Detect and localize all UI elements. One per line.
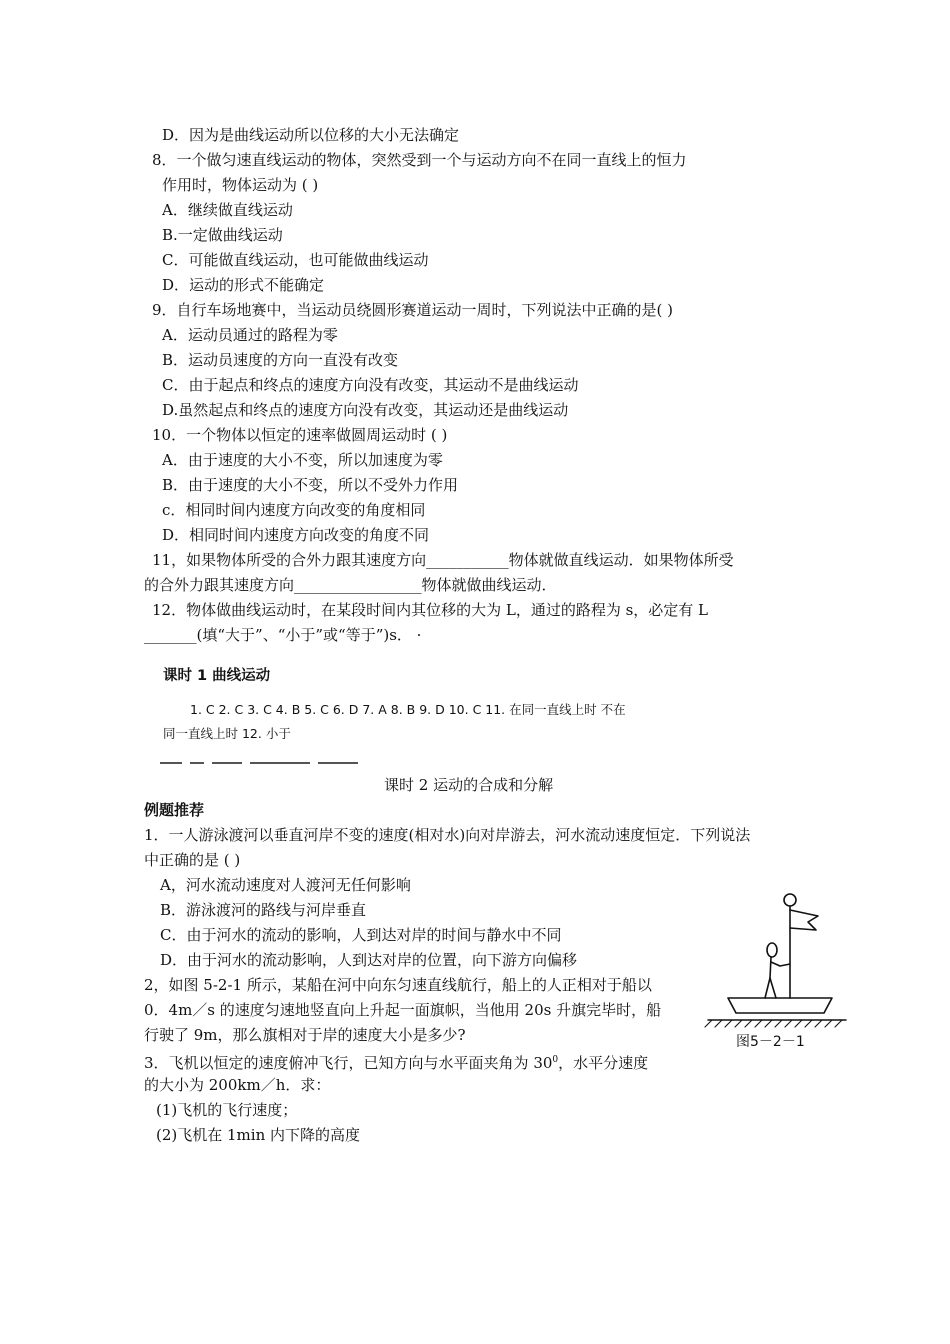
question-12: 12．物体做曲线运动时，在某段时间内其位移的大为 L，通过的路程为 s，必定有 L [152, 601, 709, 619]
person-body [770, 957, 771, 978]
question-l2-2: 2，如图 5-2-1 所示，某船在河中向东匀速直线航行，船上的人正相对于船以 [144, 976, 652, 994]
option-9b: B．运动员速度的方向一直没有改变 [162, 351, 399, 369]
person-head [767, 943, 777, 957]
option-8d: D．运动的形式不能确定 [162, 276, 325, 294]
question-9: 9．自行车场地赛中，当运动员绕圆形赛道运动一周时，下列说法中正确的是( ) [152, 301, 674, 319]
option-8b: B.一定做曲线运动 [162, 226, 283, 244]
option-l2-1d: D．由于河水的流动影响，人到达对岸的位置，向下游方向偏移 [160, 951, 578, 969]
person-arm [771, 962, 790, 966]
clipped-text-fragment [160, 762, 390, 768]
option-9c: C．由于起点和终点的速度方向没有改变，其运动不是曲线运动 [162, 376, 579, 394]
question-10: 10．一个物体以恒定的速率做圆周运动时 ( ) [152, 426, 448, 444]
figure-caption: 图5－2－1 [736, 1034, 805, 1050]
option-9a: A．运动员通过的路程为零 [162, 326, 338, 344]
option-l2-1c: C．由于河水的流动的影响，人到达对岸的时间与静水中不同 [160, 926, 562, 944]
answer-key-line-2: 同一直线上时 12. 小于 [163, 726, 291, 741]
answer-key-line-1: 1. C 2. C 3. C 4. B 5. C 6. D 7. A 8. B 9. D 10. C 11. 在同一直线上时 不在 [190, 702, 626, 717]
pole-top-knob [784, 894, 796, 906]
question-l2-1: 1．一人游泳渡河以垂直河岸不变的速度(相对水)向对岸游去，河水流动速度恒定．下列说法 [144, 826, 751, 844]
question-12-cont: _______(填“大于”、“小于”或“等于”)s． · [144, 626, 422, 644]
degree-superscript: 0 [552, 1055, 559, 1065]
answer-key-title: 课时 1 曲线运动 [163, 668, 271, 684]
water-hatching [705, 1020, 842, 1027]
question-l2-3 [144, 1050, 648, 1073]
option-8a: A．继续做直线运动 [162, 201, 293, 219]
question-l2-2-cont-1: 0．4m／s 的速度匀速地竖直向上升起一面旗帜，当他用 20s 升旗完毕时，船 [144, 1001, 662, 1019]
option-10a: A．由于速度的大小不变，所以加速度为零 [162, 451, 443, 469]
option-7d: D．因为是曲线运动所以位移的大小无法确定 [162, 126, 460, 144]
question-8-cont: 作用时，物体运动为 ( ) [162, 176, 319, 194]
question-l2-3-part-2: (2)飞机在 1min 内下降的高度 [156, 1126, 361, 1144]
option-10b: B．由于速度的大小不变，所以不受外力作用 [162, 476, 459, 494]
question-11-cont: 的合外力跟其速度方向_________________物体就做曲线运动． [144, 576, 557, 594]
question-l2-2-cont-2: 行驶了 9m，那么旗相对于岸的速度大小是多少? [144, 1026, 466, 1044]
person-legs [765, 978, 776, 998]
flag [790, 910, 818, 930]
option-10c: c．相同时间内速度方向改变的角度相同 [162, 501, 426, 519]
question-l2-1-cont: 中正确的是 ( ) [144, 851, 241, 869]
option-l2-1b: B．游泳渡河的路线与河岸垂直 [160, 901, 367, 919]
question-l2-3-part-1: (1)飞机的飞行速度； [156, 1101, 298, 1119]
option-10d: D．相同时间内速度方向改变的角度不同 [162, 526, 430, 544]
question-11: 11，如果物体所受的合外力跟其速度方向___________物体就做直线运动．如果物体所受 [152, 551, 734, 569]
example-heading: 例题推荐 [144, 801, 205, 819]
question-l2-3-cont: 的大小为 200km／h．求： [144, 1076, 331, 1094]
boat-flag-figure [700, 880, 860, 1060]
boat-hull [728, 998, 832, 1013]
lesson-2-title: 课时 2 运动的合成和分解 [384, 776, 554, 794]
question-l2-3-text-end: ，水平分速度 [558, 1054, 649, 1072]
option-8c: C．可能做直线运动，也可能做曲线运动 [162, 251, 429, 269]
option-l2-1a: A，河水流动速度对人渡河无任何影响 [160, 876, 411, 894]
option-9d: D.虽然起点和终点的速度方向没有改变，其运动还是曲线运动 [162, 401, 569, 419]
question-l2-3-text: 3．飞机以恒定的速度俯冲飞行，已知方向与水平面夹角为 30 [144, 1054, 553, 1072]
question-8: 8．一个做匀速直线运动的物体，突然受到一个与运动方向不在同一直线上的恒力 [152, 151, 687, 169]
